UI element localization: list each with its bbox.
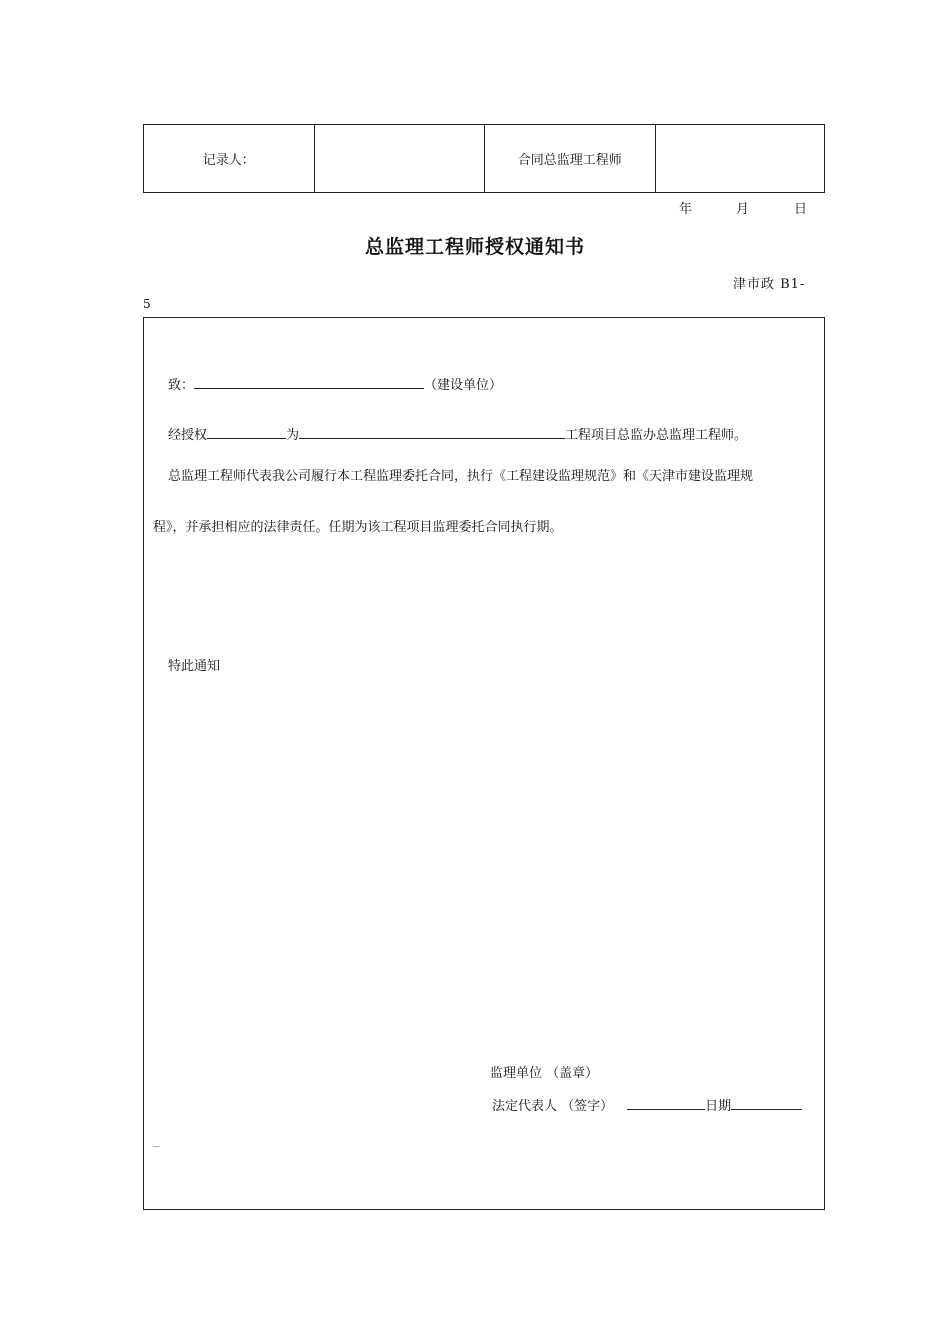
- authorize-suffix: 工程项目总监办总监理工程师。: [565, 428, 748, 443]
- addressee-line: [168, 374, 502, 393]
- recorder-field[interactable]: [315, 125, 486, 192]
- date-label: 日期: [705, 1099, 732, 1114]
- year-label: 年: [679, 202, 693, 217]
- legal-rep-label: 法定代表人 （签字）: [492, 1099, 614, 1114]
- document-title: 总监理工程师授权通知书: [364, 236, 585, 258]
- chief-engineer-label: 合同总监理工程师: [485, 125, 656, 192]
- authorize-mid: 为: [286, 428, 300, 443]
- trailing-mark: _: [153, 1133, 160, 1148]
- day-label: 日: [794, 202, 808, 217]
- addressee-blank[interactable]: [194, 374, 424, 389]
- record-table: [143, 124, 825, 193]
- to-label: 致：: [168, 378, 195, 393]
- form-code-continuation: 5: [143, 297, 151, 311]
- recorder-label: 记录人：: [144, 125, 315, 192]
- project-name-blank[interactable]: [299, 424, 565, 439]
- month-label: 月: [736, 202, 750, 217]
- form-code: 津市政 B1-: [733, 277, 806, 292]
- signature-line: [492, 1095, 802, 1114]
- notice-text: 特此通知: [168, 659, 221, 674]
- authorized-by-blank[interactable]: [207, 424, 286, 439]
- date-blank[interactable]: [731, 1095, 802, 1110]
- authorization-line: [168, 424, 747, 443]
- supervisor-unit-seal: 监理单位 （盖章）: [490, 1066, 599, 1081]
- authorize-prefix: 经授权: [168, 428, 208, 443]
- paragraph-line-2: 程》，并承担相应的法律责任。任期为该工程项目监理委托合同执行期。: [153, 520, 563, 535]
- to-suffix: （建设单位）: [424, 378, 503, 393]
- chief-engineer-field[interactable]: [656, 125, 827, 192]
- paragraph-line-1: 总监理工程师代表我公司履行本工程监理委托合同，执行《工程建设监理规范》和《天津市建设监理规: [168, 469, 754, 484]
- signature-blank[interactable]: [627, 1095, 705, 1110]
- notice-body-box: [143, 317, 825, 1210]
